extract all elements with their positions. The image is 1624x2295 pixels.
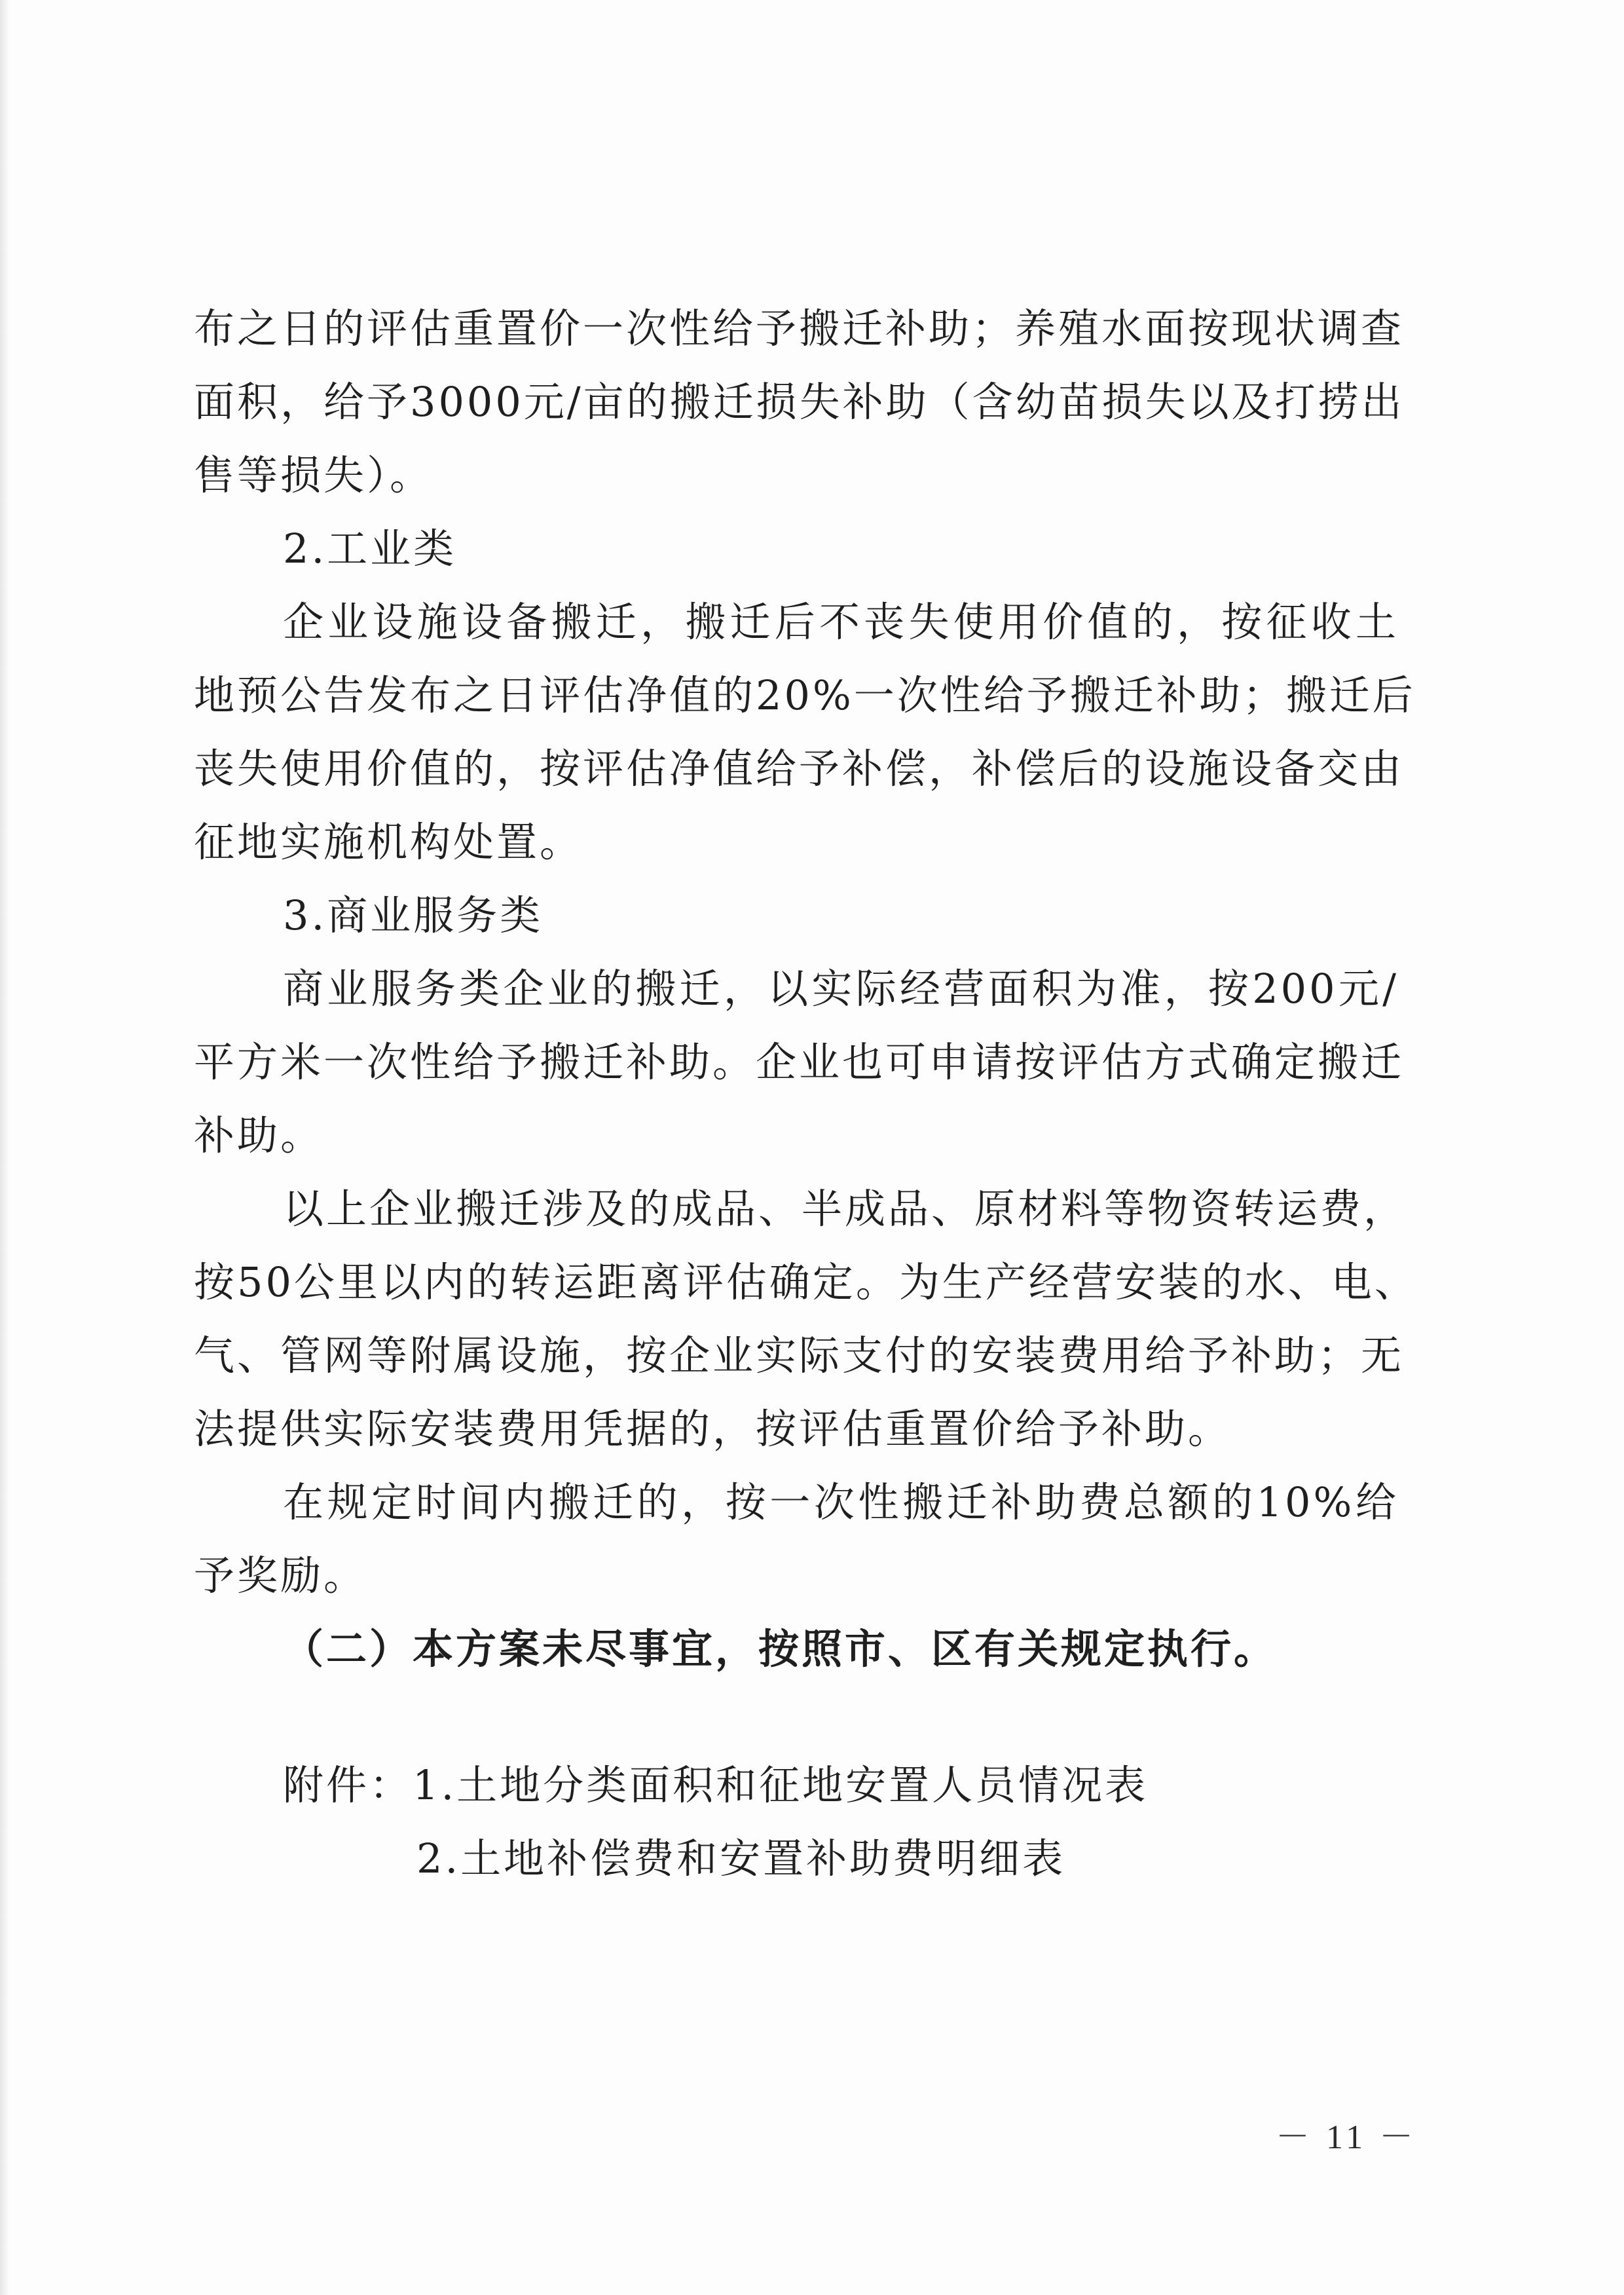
text-line: 征地实施机构处置。 xyxy=(194,818,583,866)
section-heading-commercial: 3.商业服务类 xyxy=(283,891,544,939)
text-line: 予奖励。 xyxy=(194,1552,367,1599)
text-line: 在规定时间内搬迁的，按一次性搬迁补助费总额的10%给 xyxy=(283,1478,1399,1526)
text-line: 面积，给予3000元/亩的搬迁损失补助（含幼苗损失以及打捞出 xyxy=(194,378,1405,426)
text-line: 地预公告发布之日评估净值的20%一次性给予搬迁补助；搬迁后 xyxy=(194,671,1416,719)
text-line: 平方米一次性给予搬迁补助。企业也可申请按评估方式确定搬迁 xyxy=(194,1038,1405,1086)
text-line: 以上企业搬迁涉及的成品、半成品、原材料等物资转运费， xyxy=(283,1185,1407,1233)
page-number: － 11 － xyxy=(1276,2119,1418,2156)
text-line: 按50公里以内的转运距离评估确定。为生产经营安装的水、电、 xyxy=(194,1258,1418,1306)
text-line: 补助。 xyxy=(194,1111,324,1159)
attachment-line-1: 附件：1.土地分类面积和征地安置人员情况表 xyxy=(283,1761,1149,1809)
clause-two-bold: （二）本方案未尽事宜，按照市、区有关规定执行。 xyxy=(283,1625,1278,1673)
section-heading-industrial: 2.工业类 xyxy=(283,525,457,572)
text-line: 售等损失）。 xyxy=(194,451,434,499)
text-line: 气、管网等附属设施，按企业实际支付的安装费用给予补助；无 xyxy=(194,1332,1405,1379)
document-body xyxy=(194,292,1418,1895)
spacer xyxy=(194,1686,1399,1749)
text-line: 企业设施设备搬迁，搬迁后不丧失使用价值的，按征收土 xyxy=(283,598,1399,646)
text-line: 法提供实际安装费用凭据的，按评估重置价给予补助。 xyxy=(194,1405,1232,1453)
text-line: 商业服务类企业的搬迁，以实际经营面积为准，按200元/ xyxy=(283,965,1399,1013)
attachment-line-2: 2.土地补偿费和安置补助费明细表 xyxy=(416,1835,1066,1882)
text-line: 丧失使用价值的，按评估净值给予补偿，补偿后的设施设备交由 xyxy=(194,745,1405,793)
scan-edge-shadow xyxy=(0,0,9,2295)
text-line: 布之日的评估重置价一次性给予搬迁补助；养殖水面按现状调查 xyxy=(194,305,1405,352)
